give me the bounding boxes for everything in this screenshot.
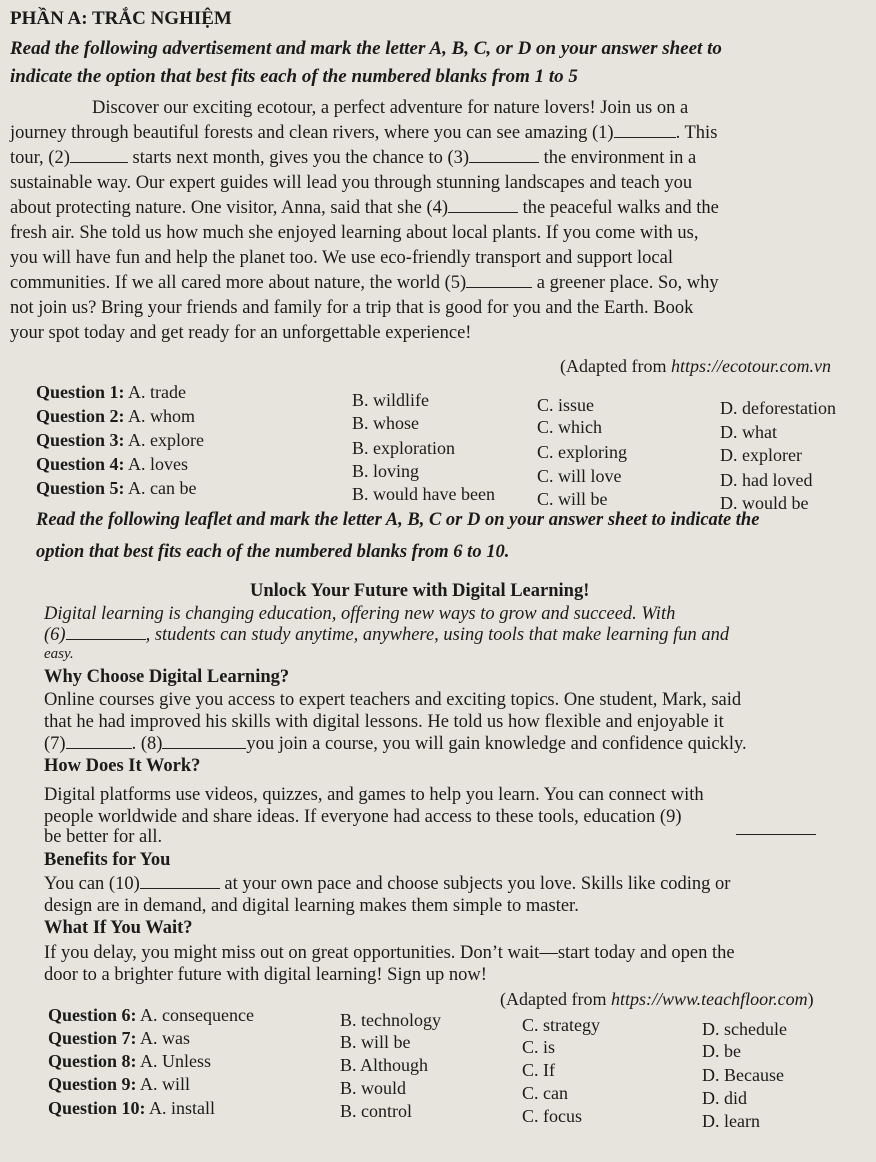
question-3: Question 3: A. explore <box>36 430 205 450</box>
question-9: Question 9: A. will <box>48 1074 191 1094</box>
blank-2 <box>70 148 128 163</box>
passage-line: tour, (2) starts next month, gives you the chance to (3) the environment in a <box>10 148 697 168</box>
leaflet-line: Digital learning is changing education, offering new ways to grow and succeed. With <box>44 604 676 624</box>
blank-9 <box>736 820 816 835</box>
section-title: PHẦN A: TRẮC NGHIỆM <box>10 8 232 29</box>
option-d[interactable]: D. schedule <box>702 1019 787 1039</box>
option-c[interactable]: C. can <box>522 1083 568 1103</box>
option-a[interactable]: A. explore <box>128 430 205 450</box>
blank-10 <box>140 874 220 889</box>
blank-4 <box>448 198 518 213</box>
question-8: Question 8: A. Unless <box>48 1051 212 1071</box>
passage-line: sustainable way. Our expert guides will lead you through stunning landscapes and teach you <box>10 173 693 193</box>
option-a[interactable]: A. trade <box>128 382 187 402</box>
leaflet-line: be better for all. <box>44 827 163 847</box>
passage-line: journey through beautiful forests and clean rivers, where you can see amazing (1) . This <box>10 123 718 143</box>
option-c[interactable]: C. focus <box>522 1106 582 1126</box>
option-c[interactable]: C. which <box>537 417 602 437</box>
option-d[interactable]: D. be <box>702 1041 741 1061</box>
leaflet-line: Online courses give you access to expert teachers and exciting topics. One student, Mark, said <box>44 690 742 710</box>
leaflet-line: design are in demand, and digital learning makes them simple to master. <box>44 896 579 916</box>
option-c[interactable]: C. issue <box>537 395 595 415</box>
leaflet-line: (6) , students can study anytime, anywhere, using tools that make learning fun and <box>44 625 730 645</box>
option-a[interactable]: A. loves <box>128 454 189 474</box>
leaflet-line: You can (10) at your own pace and choose subjects you love. Skills like coding or <box>44 874 731 894</box>
option-b[interactable]: B. would <box>340 1078 407 1098</box>
option-d[interactable]: D. had loved <box>720 470 813 490</box>
question-5: Question 5: A. can be <box>36 478 197 498</box>
option-d[interactable]: D. would be <box>720 493 809 513</box>
blank-6 <box>66 625 146 640</box>
option-c[interactable]: C. strategy <box>522 1015 600 1035</box>
part2-source: (Adapted from https://www.teachfloor.com) <box>500 989 814 1009</box>
option-d[interactable]: D. learn <box>702 1111 760 1131</box>
part1-instruction-line-2: indicate the option that best fits each of the numbered blanks from 1 to 5 <box>10 66 578 87</box>
passage-line: you will have fun and help the planet too. We use eco-friendly transport and support local <box>10 248 673 268</box>
option-c[interactable]: C. If <box>522 1060 555 1080</box>
option-b[interactable]: B. loving <box>352 461 420 481</box>
blank-1 <box>614 123 676 138</box>
passage-line: about protecting nature. One visitor, Anna, said that she (4) the peaceful walks and the <box>10 198 719 218</box>
passage-line: Discover our exciting ecotour, a perfect adventure for nature lovers! Join us on a <box>92 98 689 118</box>
leaflet-line: easy. <box>44 646 74 662</box>
blank-5 <box>466 273 532 288</box>
passage-line: your spot today and get ready for an unforgettable experience! <box>10 323 472 343</box>
heading-why: Why Choose Digital Learning? <box>44 667 290 687</box>
option-c[interactable]: C. is <box>522 1037 556 1057</box>
question-4: Question 4: A. loves <box>36 454 189 474</box>
passage-line: fresh air. She told us how much she enjoyed learning about local plants. If you come with us, <box>10 223 699 243</box>
leaflet-line: (7) . (8) you join a course, you will gain knowledge and confidence quickly. <box>44 734 747 754</box>
option-a[interactable]: A. can be <box>128 478 197 498</box>
heading-how: How Does It Work? <box>44 756 201 776</box>
leaflet-line: people worldwide and share ideas. If everyone had access to these tools, education (9) <box>44 807 682 827</box>
question-1: Question 1: A. trade <box>36 382 187 402</box>
option-b[interactable]: B. Although <box>340 1055 429 1075</box>
option-b[interactable]: B. would have been <box>352 484 495 504</box>
part2-instruction-line-1: Read the following leaflet and mark the letter A, B, C or D on your answer sheet to indicate the <box>36 510 760 530</box>
heading-benefits: Benefits for You <box>44 850 171 870</box>
part1-source: (Adapted from https://ecotour.com.vn <box>560 356 831 376</box>
leaflet-line: Digital platforms use videos, quizzes, and games to help you learn. You can connect with <box>44 785 704 805</box>
part2-instruction-line-2: option that best fits each of the numbered blanks from 6 to 10. <box>36 542 510 562</box>
option-b[interactable]: B. exploration <box>352 438 455 458</box>
question-6: Question 6: A. consequence <box>48 1005 254 1025</box>
option-b[interactable]: B. control <box>340 1101 412 1121</box>
option-a[interactable]: A. install <box>149 1098 216 1118</box>
option-d[interactable]: D. what <box>720 422 777 442</box>
option-b[interactable]: B. wildlife <box>352 390 429 410</box>
leaflet-title: Unlock Your Future with Digital Learning! <box>250 581 590 601</box>
option-d[interactable]: D. explorer <box>720 445 802 465</box>
option-c[interactable]: C. will be <box>537 489 608 509</box>
option-a[interactable]: A. consequence <box>140 1005 254 1025</box>
heading-wait: What If You Wait? <box>44 918 193 938</box>
part1-instruction-line-1: Read the following advertisement and mark the letter A, B, C, or D on your answer sheet to <box>10 38 722 59</box>
option-a[interactable]: A. will <box>140 1074 191 1094</box>
blank-8 <box>162 734 246 749</box>
question-7: Question 7: A. was <box>48 1028 191 1048</box>
question-10: Question 10: A. install <box>48 1098 216 1118</box>
option-a[interactable]: A. whom <box>128 406 196 426</box>
option-c[interactable]: C. will love <box>537 466 622 486</box>
option-c[interactable]: C. exploring <box>537 442 627 462</box>
passage-line: communities. If we all cared more about nature, the world (5) a greener place. So, why <box>10 273 719 293</box>
blank-3 <box>469 148 539 163</box>
option-d[interactable]: D. deforestation <box>720 398 836 418</box>
option-d[interactable]: D. Because <box>702 1065 784 1085</box>
option-b[interactable]: B. whose <box>352 413 419 433</box>
question-2: Question 2: A. whom <box>36 406 196 426</box>
passage-line: not join us? Bring your friends and family for a trip that is good for you and the Earth. Book <box>10 298 694 318</box>
option-b[interactable]: B. will be <box>340 1032 411 1052</box>
blank-7 <box>66 734 132 749</box>
leaflet-line: door to a brighter future with digital learning! Sign up now! <box>44 965 487 985</box>
leaflet-line: If you delay, you might miss out on great opportunities. Don’t wait—start today and open the <box>44 943 735 963</box>
option-b[interactable]: B. technology <box>340 1010 441 1030</box>
option-a[interactable]: A. was <box>140 1028 191 1048</box>
option-d[interactable]: D. did <box>702 1088 747 1108</box>
option-a[interactable]: A. Unless <box>140 1051 212 1071</box>
leaflet-line: that he had improved his skills with digital lessons. He told us how flexible and enjoyable it <box>44 712 724 732</box>
